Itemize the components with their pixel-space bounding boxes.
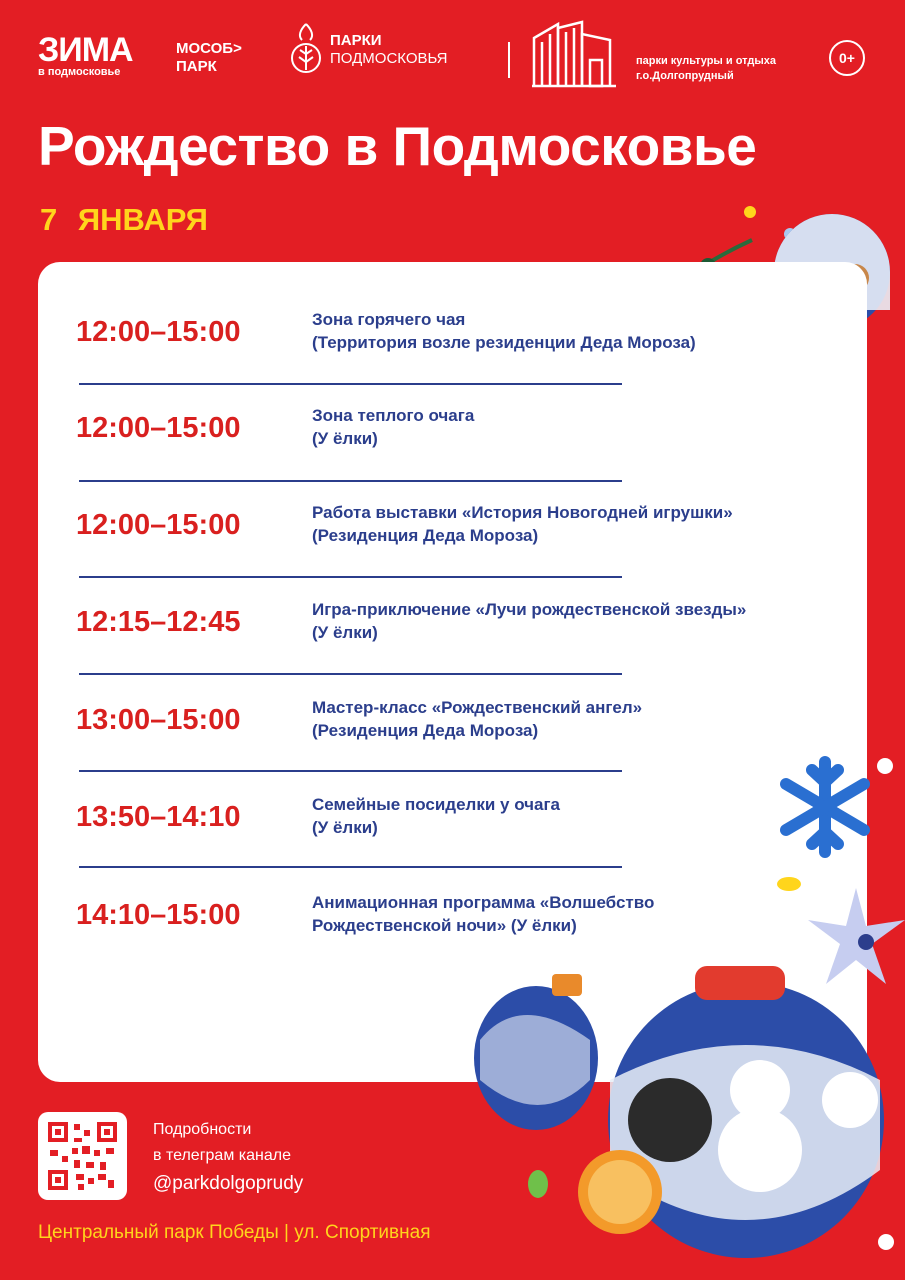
event-location: (У ёлки) (312, 623, 378, 642)
parki-line1: ПАРКИ (330, 32, 382, 49)
event-location: (Резиденция Деда Мороза) (312, 721, 539, 740)
schedule-row (76, 696, 836, 766)
telegram-handle-link[interactable]: @parkdolgoprudy (153, 1173, 304, 1194)
row-divider (79, 673, 622, 675)
event-location: Рождественской ночи» (У ёлки) (312, 916, 577, 935)
header (38, 20, 869, 100)
header-divider (508, 42, 510, 78)
event-title: Работа выставки «История Новогодней игрушки» (312, 503, 733, 522)
schedule-row (76, 793, 836, 863)
event-time: 12:00–15:00 (76, 316, 241, 348)
event-location: (Территория возле резиденции Деда Мороза) (312, 333, 696, 352)
mosoblpark-line1: МОСОБ> (176, 40, 242, 57)
event-date: 7 ЯНВАРЯ (40, 202, 208, 237)
event-time: 14:10–15:00 (76, 899, 241, 931)
event-title: Анимационная программа «Волшебство (312, 893, 655, 912)
dolgo-line2: г.о.Долгопрудный (636, 70, 734, 82)
event-location: (У ёлки) (312, 818, 378, 837)
event-time: 12:00–15:00 (76, 509, 241, 541)
row-divider (79, 770, 622, 772)
building-icon (530, 20, 620, 90)
parki-leaf-icon (290, 22, 322, 78)
schedule-row (76, 501, 836, 571)
footer-line2: в телеграм канале (153, 1147, 291, 1164)
qr-code-icon[interactable] (38, 1112, 127, 1200)
dolgoprudny-logo (636, 54, 776, 84)
parki-podmoskovya-logo (290, 22, 448, 78)
event-time: 12:15–12:45 (76, 606, 241, 638)
age-rating-badge: 0+ (829, 40, 865, 76)
schedule-row (76, 598, 836, 668)
event-description (312, 598, 832, 644)
event-title: Зона теплого очага (312, 406, 475, 425)
zima-logo-subtitle: в подмосковье (38, 66, 121, 78)
schedule-row (76, 308, 836, 378)
event-time: 13:00–15:00 (76, 704, 241, 736)
ornament-icon (460, 930, 905, 1280)
event-location: (У ёлки) (312, 429, 378, 448)
zima-logo (38, 31, 133, 78)
zima-logo-title: ЗИМА (38, 31, 133, 69)
mosoblpark-logo (176, 40, 242, 76)
event-title: Зона горячего чая (312, 310, 466, 329)
event-description (312, 793, 832, 839)
event-title: Игра-приключение «Лучи рождественской звезды» (312, 600, 747, 619)
event-time: 13:50–14:10 (76, 801, 241, 833)
event-title: Мастер-класс «Рождественский ангел» (312, 698, 643, 717)
schedule-row (76, 404, 836, 474)
event-location: (Резиденция Деда Мороза) (312, 526, 539, 545)
venue-address: Центральный парк Победы | ул. Спортивная (38, 1222, 431, 1243)
event-time: 12:00–15:00 (76, 412, 241, 444)
mosoblpark-line2: ПАРК (176, 58, 217, 75)
row-divider (79, 576, 622, 578)
event-description (312, 696, 832, 742)
row-divider (79, 866, 622, 868)
event-description (312, 308, 832, 354)
event-description (312, 501, 832, 547)
event-title: Семейные посиделки у очага (312, 795, 561, 814)
parki-line2: ПОДМОСКОВЬЯ (330, 50, 448, 67)
dolgo-line1: парки культуры и отдыха (636, 55, 776, 67)
row-divider (79, 480, 622, 482)
page-title: Рождество в Подмосковье (38, 115, 757, 177)
event-description (312, 404, 832, 450)
confetti-icon (775, 750, 905, 900)
footer-line1: Подробности (153, 1121, 252, 1138)
footer-info (153, 1117, 303, 1197)
row-divider (79, 383, 622, 385)
